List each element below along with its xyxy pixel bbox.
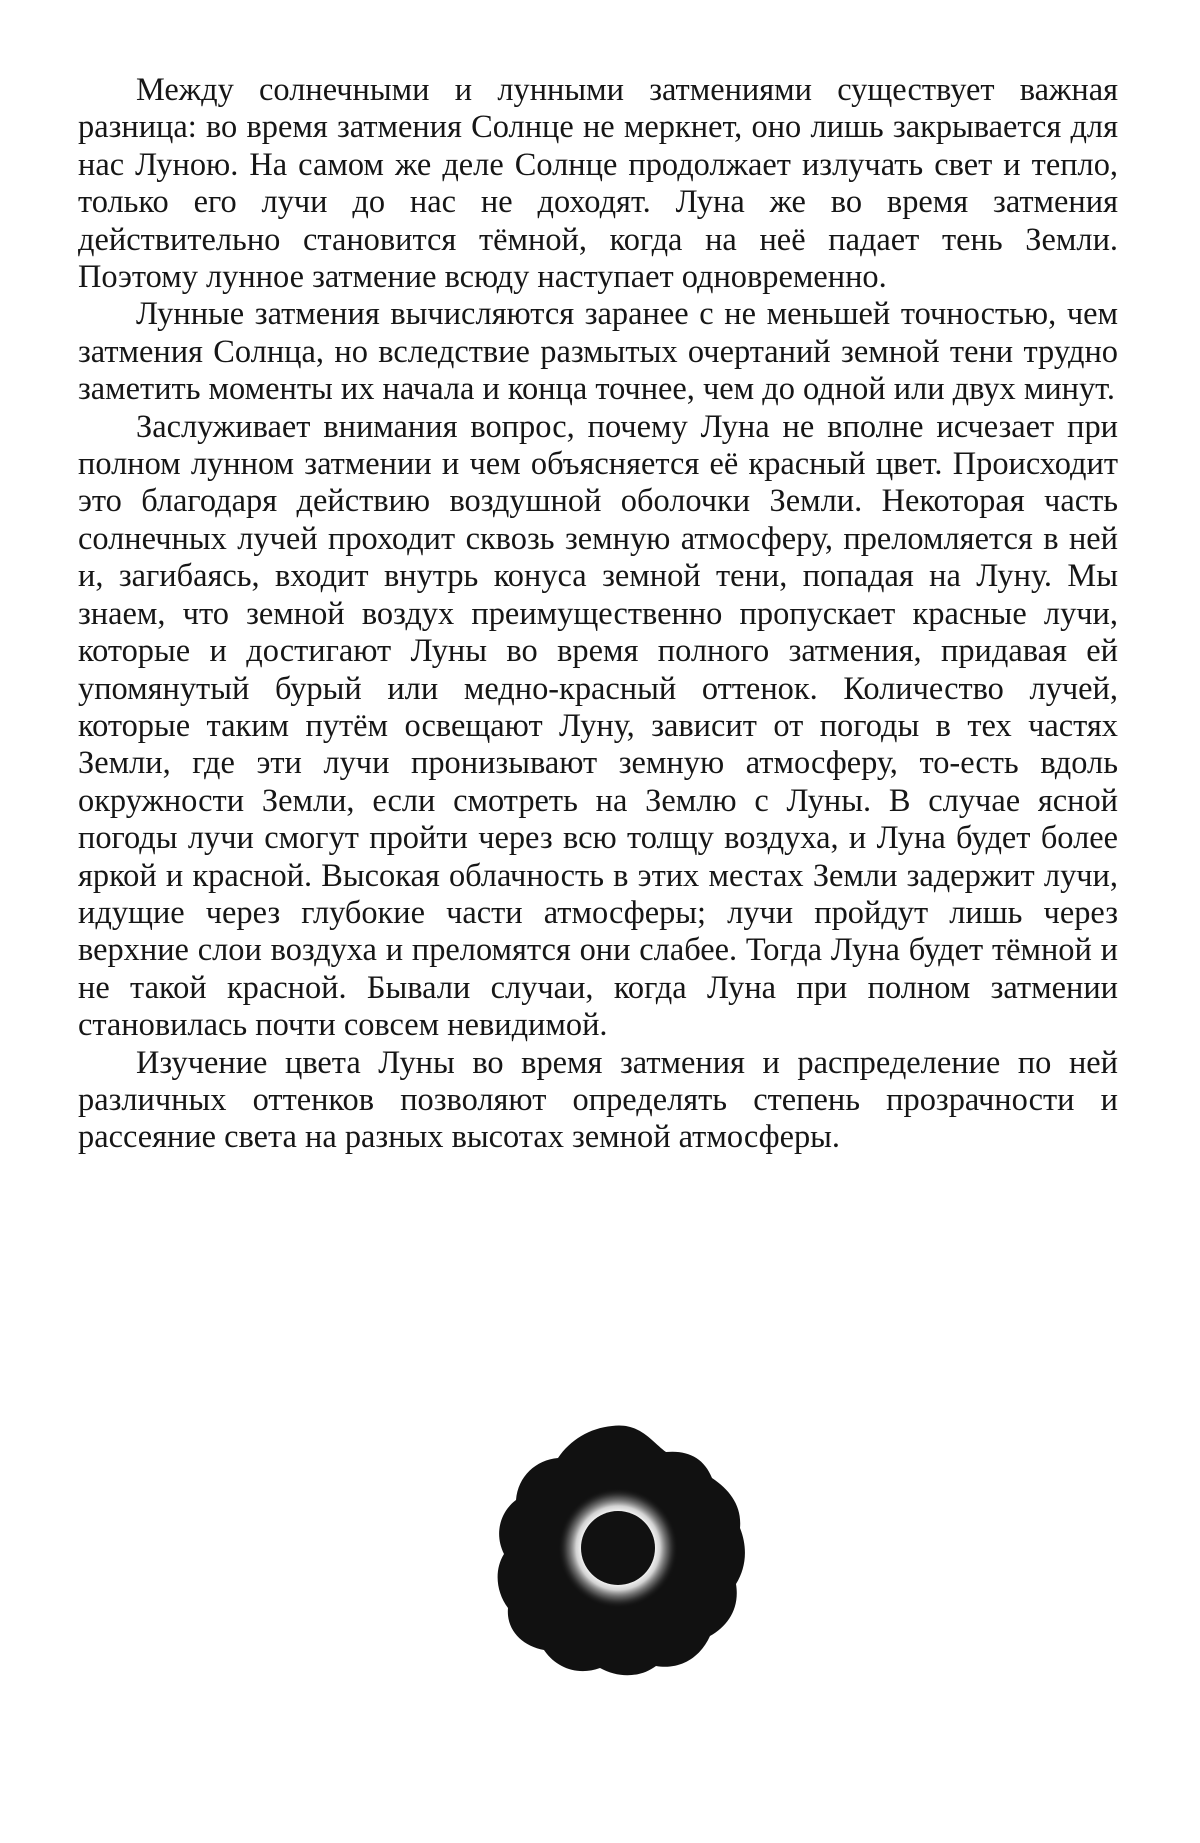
solar-eclipse-corona-icon [490,1420,752,1682]
paragraph-solar-lunar-difference: Между солнечными и лунными затмениями существует важная разница: во время затмения Солнце не меркнет, оно лишь закрывается для нас Луною. На самом же деле Солнце продолжает излучать свет и тепло, только его лучи до нас не доходят. Луна же во время затмения действительно становится тёмной, когда на неё падает тень Земли. Поэтому лунное затмение всюду наступает одновременно. [78,72,1118,296]
paragraph-eclipse-calculation: Лунные затмения вычисляются заранее с не меньшей точностью, чем затмения Солнца, но вследствие размытых очертаний земной тени трудно заметить моменты их начала и конца точнее, чем до одной или двух минут. [78,296,1118,408]
body-text [78,72,1118,1157]
paragraph-red-color-explanation: Заслуживает внимания вопрос, почему Луна не вполне исчезает при полном лунном затмении и чем объясняется её красный цвет. Происходит это благодаря действию воздушной оболочки Земли. Некоторая часть солнечных лучей проходит сквозь земную атмосферу, преломляется в ней и, загибаясь, входит внутрь конуса земной тени, попадая на Луну. Мы знаем, что земной воздух преимущественно пропускает красные лучи, которые и достигают Луны во время полного затмения, придавая ей упомянутый бурый или медно-красный оттенок. Количество лучей, которые таким путём освещают Луну, зависит от погоды в тех частях Земли, где эти лучи пронизывают земную атмосферу, то-есть вдоль окружности Земли, если смотреть на Землю с Луны. В случае ясной погоды лучи смогут пройти через всю толщу воздуха, и Луна будет более яркой и красной. Высокая облачность в этих местах Земли задержит лучи, идущие через глубокие части атмосферы; лучи пройдут лишь через верхние слои воздуха и преломятся они слабее. Тогда Луна будет тёмной и не такой красной. Бывали случаи, когда Луна при полном затмении становилась почти совсем невидимой. [78,408,1118,1044]
moon-disk [581,1511,655,1585]
paragraph-atmosphere-study: Изучение цвета Луны во время затмения и распределение по ней различных оттенков позволяют определять степень прозрачности и рассеяние света на разных высотах земной атмосферы. [78,1044,1118,1156]
eclipse-illustration [490,1420,752,1682]
